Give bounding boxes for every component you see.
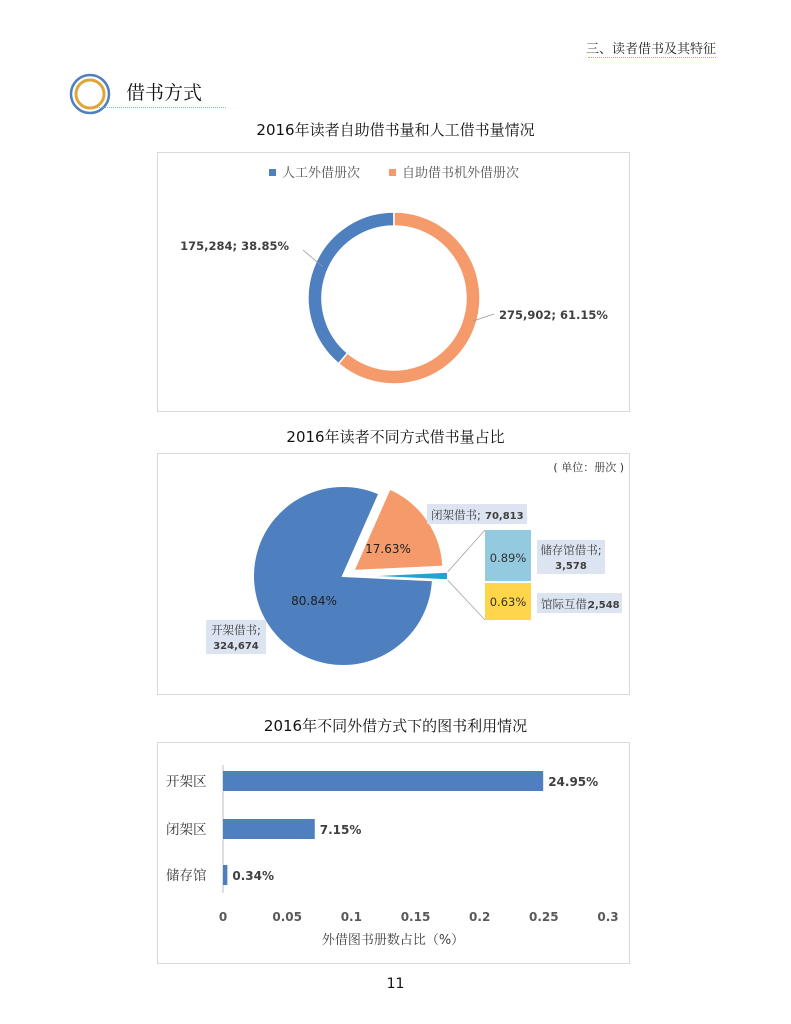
category-label-1: 开架区 — [166, 774, 207, 790]
pie-connector-bottom — [448, 580, 485, 620]
x-axis-title: 外借图书册数占比（%） — [321, 933, 465, 948]
legend-label-1: 人工外借册次 — [282, 166, 361, 181]
x-tick-label-3: 0.1 — [340, 910, 362, 924]
donut-chart — [158, 153, 629, 411]
donut-label-1: 175,284; 38.85% — [180, 239, 289, 253]
pie-unit-label: ( 单位：册次 ) — [553, 461, 624, 474]
chart-title-pie: 2016年读者不同方式借书量占比 — [286, 428, 505, 446]
callout-storage-line-2: 3,578 — [555, 561, 587, 572]
page-number: 11 — [386, 976, 405, 992]
x-tick-label-4: 0.15 — [400, 910, 431, 924]
callout-closed-stacks-line-1: 闭架借书; — [431, 508, 481, 522]
x-tick-label-2: 0.05 — [272, 910, 302, 924]
chart-title-bar: 2016年不同外借方式下的图书利用情况 — [263, 717, 528, 735]
legend-label-2: 自助借书机外借册次 — [402, 166, 520, 181]
section-title: 借书方式 — [126, 82, 203, 104]
callout-closed-stacks-line-2: 70,813 — [485, 511, 524, 522]
percent-label-closed-stacks: 17.63% — [365, 542, 411, 556]
percent-label-storage: 0.89% — [489, 551, 527, 565]
donut-chart-frame — [157, 152, 630, 412]
section-underline — [92, 107, 226, 108]
callout-storage-line-1: 储存馆借书; — [540, 543, 602, 557]
callout-storage — [537, 540, 605, 574]
callout-interlibrary-line-1: 馆际互借; — [541, 597, 591, 611]
bar-1 — [223, 771, 543, 791]
header-underline — [588, 57, 716, 58]
bar-value-label-3: 0.34% — [232, 869, 275, 883]
bar-value-label-1: 24.95% — [548, 775, 599, 789]
pie-of-pie-chart — [158, 454, 629, 694]
bar-value-label-2: 7.15% — [319, 823, 362, 837]
callout-closed-stacks — [427, 504, 527, 524]
pie-connector-top — [448, 530, 485, 572]
donut-label-2: 275,902; 61.15% — [499, 308, 608, 322]
callout-interlibrary — [537, 593, 622, 613]
x-tick-label-1: 0 — [218, 910, 228, 924]
percent-label-open-stacks: 80.84% — [291, 594, 337, 608]
bar-3 — [223, 865, 227, 885]
callout-open-stacks-line-2: 324,674 — [213, 641, 259, 652]
legend-swatch-2 — [389, 169, 396, 176]
running-header: 三、读者借书及其特征 — [585, 42, 716, 57]
bar-chart-frame — [157, 742, 630, 964]
legend-swatch-1 — [269, 169, 276, 176]
x-tick-label-5: 0.2 — [469, 910, 491, 924]
section-circle-icon — [68, 72, 112, 116]
chart-title-donut: 2016年读者自助借书量和人工借书量情况 — [256, 121, 535, 139]
donut-slice-2 — [339, 212, 480, 384]
callout-open-stacks-line-1: 开架借书; — [211, 623, 261, 637]
category-label-3: 储存馆 — [166, 868, 207, 884]
callout-interlibrary-line-2: 2,548 — [588, 600, 620, 611]
percent-label-interlibrary: 0.63% — [489, 595, 527, 609]
x-tick-label-6: 0.25 — [529, 910, 559, 924]
category-label-2: 闭架区 — [166, 822, 207, 838]
x-tick-label-7: 0.3 — [597, 910, 619, 924]
pie-chart-frame — [157, 453, 630, 695]
donut-slice-1 — [308, 212, 394, 364]
bar-2 — [223, 819, 315, 839]
bar-chart — [158, 743, 629, 963]
callout-open-stacks — [206, 620, 266, 654]
